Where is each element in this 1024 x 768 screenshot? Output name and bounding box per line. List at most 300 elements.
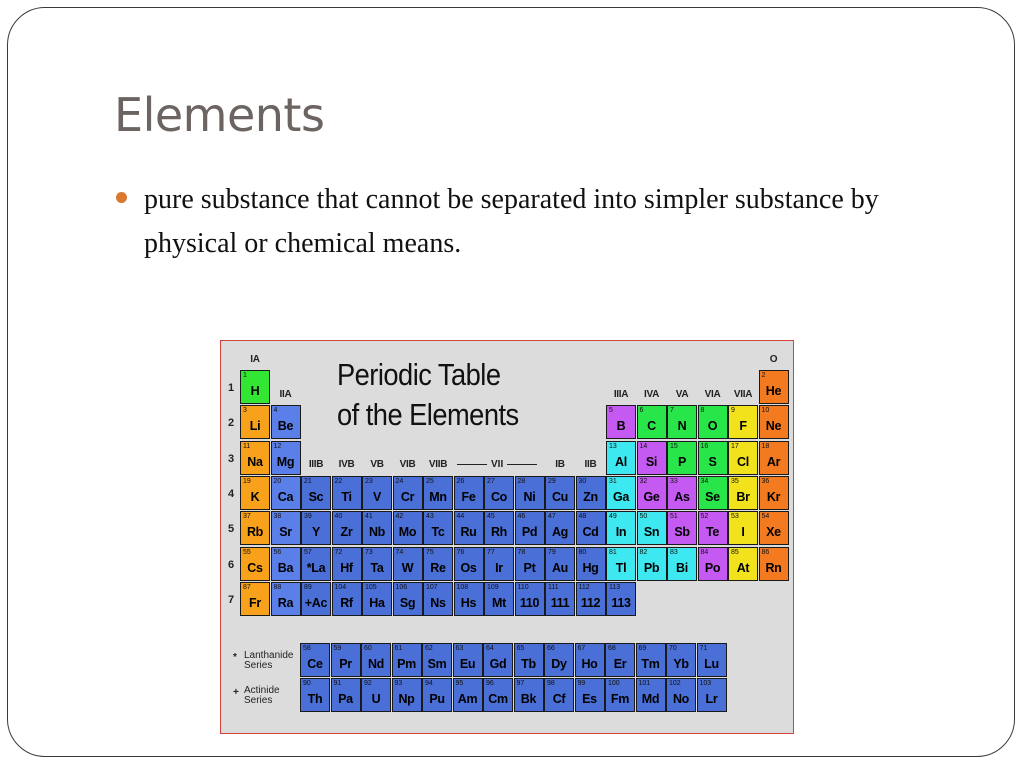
element-symbol: Ba — [277, 560, 294, 575]
element-cell-pt — [515, 547, 545, 581]
element-cell-mn — [423, 476, 453, 510]
element-cell-lu — [697, 643, 727, 677]
series-label-line2: Series — [244, 695, 273, 706]
element-symbol: Po — [704, 560, 721, 575]
element-cell-ca — [271, 476, 301, 510]
element-symbol: Y — [311, 525, 321, 540]
element-symbol: Pd — [521, 525, 538, 540]
atomic-number: 112 — [578, 583, 590, 591]
atomic-number: 73 — [365, 548, 373, 556]
element-symbol: Gd — [489, 657, 507, 671]
atomic-number: 99 — [577, 680, 586, 687]
atomic-number: 41 — [365, 513, 373, 521]
atomic-number: 90 — [303, 680, 311, 687]
element-symbol: Co — [490, 489, 508, 504]
element-symbol: Mg — [276, 454, 295, 469]
group-label: O — [769, 354, 778, 365]
period-label: 2 — [227, 417, 235, 430]
element-cell-se — [698, 476, 728, 510]
atomic-number: 48 — [578, 513, 587, 521]
element-symbol: Es — [582, 692, 597, 706]
element-symbol: Kr — [766, 489, 781, 504]
element-symbol: Ra — [277, 595, 294, 610]
element-cell-n — [667, 405, 697, 439]
element-cell-pu — [422, 678, 452, 712]
atomic-number: 50 — [639, 513, 648, 521]
element-cell-pr — [331, 643, 361, 677]
element-cell-mt — [484, 582, 514, 616]
group-label: IA — [250, 354, 260, 365]
element-symbol: Cs — [247, 560, 263, 575]
element-cell-v — [362, 476, 392, 510]
atomic-number: 79 — [548, 548, 556, 556]
element-symbol: Al — [615, 454, 627, 469]
element-symbol: Rf — [340, 595, 353, 610]
atomic-number: 30 — [578, 477, 587, 485]
element-symbol: Er — [613, 657, 627, 671]
element-cell-li — [240, 405, 270, 439]
element-symbol: Ha — [369, 595, 385, 610]
element-cell-sm — [422, 643, 452, 677]
element-symbol: Yb — [673, 657, 689, 671]
series-label-line1: Lanthanide — [244, 650, 294, 661]
element-symbol: 112 — [580, 595, 601, 610]
element-symbol: Sb — [674, 525, 690, 540]
atomic-number: 87 — [243, 583, 251, 591]
element-symbol: P — [677, 454, 687, 469]
element-cell-fm — [605, 678, 635, 712]
element-cell-ar — [759, 441, 789, 475]
element-cell-na — [240, 441, 270, 475]
element-symbol: Am — [457, 692, 478, 706]
element-symbol: At — [736, 560, 750, 575]
atomic-number: 55 — [243, 548, 251, 556]
group-label: VA — [675, 389, 689, 400]
element-cell-ra — [271, 582, 301, 616]
element-cell-112 — [576, 582, 606, 616]
atomic-number: 65 — [516, 645, 525, 652]
element-cell-u — [361, 678, 391, 712]
element-cell-er — [605, 643, 635, 677]
atomic-number: 69 — [638, 645, 647, 652]
element-symbol: Rn — [765, 560, 782, 575]
element-symbol: Tm — [641, 657, 660, 671]
atomic-number: 36 — [761, 477, 770, 485]
series-mark: + — [233, 687, 239, 698]
element-symbol: Nd — [367, 657, 385, 671]
element-symbol: Tc — [431, 525, 445, 540]
element-cell-bi — [667, 547, 697, 581]
element-cell-pm — [392, 643, 422, 677]
element-symbol: Ca — [277, 489, 294, 504]
element-cell-i — [728, 511, 758, 545]
group-label: VIA — [704, 389, 721, 400]
atomic-number: 19 — [243, 477, 251, 485]
period-label: 1 — [227, 382, 235, 394]
element-cell-cs — [240, 547, 270, 581]
element-cell-la — [301, 547, 331, 581]
element-cell-o — [698, 405, 728, 439]
element-symbol: Rb — [246, 525, 264, 540]
element-symbol: Pa — [338, 692, 353, 706]
element-cell-cm — [483, 678, 513, 712]
element-cell-ru — [454, 511, 484, 545]
atomic-number: 93 — [394, 680, 403, 687]
element-cell-pb — [637, 547, 667, 581]
element-symbol: Cm — [488, 692, 508, 706]
atomic-number: 7 — [670, 407, 674, 415]
element-symbol: Ag — [551, 525, 569, 540]
group-label: IIIB — [308, 459, 324, 470]
atomic-number: 15 — [670, 442, 678, 450]
atomic-number: 88 — [273, 583, 282, 591]
element-symbol: Na — [247, 454, 263, 469]
atomic-number: 103 — [699, 680, 712, 687]
group-label: IIA — [279, 389, 292, 400]
element-symbol: N — [677, 419, 687, 434]
element-symbol: W — [401, 560, 414, 575]
slide-title: Elements — [114, 88, 325, 142]
element-symbol: Nb — [368, 525, 386, 540]
atomic-number: 89 — [304, 583, 312, 591]
element-cell-mo — [393, 511, 423, 545]
group-viii-label — [453, 459, 541, 470]
element-cell-pa — [331, 678, 361, 712]
atomic-number: 67 — [577, 645, 586, 652]
period-label: 6 — [227, 558, 235, 571]
atomic-number: 24 — [395, 477, 404, 485]
element-symbol: Lr — [705, 692, 718, 706]
element-cell-tm — [636, 643, 666, 677]
atomic-number: 33 — [670, 477, 678, 485]
element-symbol: Fe — [461, 489, 476, 504]
element-symbol: Bi — [676, 560, 688, 575]
atomic-number: 14 — [639, 442, 648, 450]
atomic-number: 49 — [609, 513, 617, 521]
element-cell-ti — [332, 476, 362, 510]
element-cell-hg — [576, 547, 606, 581]
atomic-number: 60 — [364, 645, 372, 652]
period-label: 3 — [227, 452, 235, 465]
atomic-number: 97 — [516, 680, 525, 687]
element-symbol: Mt — [492, 595, 506, 610]
element-cell-yb — [666, 643, 696, 677]
element-cell-cu — [545, 476, 575, 510]
element-cell-at — [728, 547, 758, 581]
atomic-number: 76 — [456, 548, 465, 556]
element-symbol: Cu — [551, 489, 569, 504]
element-cell-k — [240, 476, 270, 510]
atomic-number: 78 — [517, 548, 526, 556]
atomic-number: 1 — [243, 372, 247, 379]
element-cell-am — [453, 678, 483, 712]
element-cell-rf — [332, 582, 362, 616]
group-label: IVA — [643, 389, 660, 400]
element-symbol: Dy — [551, 657, 567, 671]
element-symbol: Sm — [427, 657, 447, 671]
element-symbol: Sg — [399, 595, 416, 610]
atomic-number: 9 — [731, 407, 735, 415]
element-symbol: Tb — [521, 657, 536, 671]
atomic-number: 39 — [304, 513, 312, 521]
element-symbol: Bk — [520, 692, 537, 706]
element-cell-md — [636, 678, 666, 712]
element-symbol: Eu — [459, 657, 476, 671]
element-symbol: Zr — [340, 525, 353, 540]
element-cell-c — [637, 405, 667, 439]
atomic-number: 4 — [273, 407, 278, 415]
atomic-number: 68 — [608, 645, 616, 652]
periodic-table-title-line2: of the Elements — [337, 397, 519, 432]
atomic-number: 13 — [609, 442, 617, 450]
element-cell-bk — [514, 678, 544, 712]
atomic-number: 35 — [731, 477, 739, 485]
element-cell-ha — [362, 582, 392, 616]
group-label: IIIA — [613, 389, 629, 400]
element-symbol: As — [674, 489, 690, 504]
atomic-number: 51 — [670, 513, 678, 521]
element-cell-no — [666, 678, 696, 712]
atomic-number: 37 — [243, 513, 251, 521]
element-cell-kr — [759, 476, 789, 510]
element-cell-fr — [240, 582, 270, 616]
atomic-number: 98 — [547, 680, 555, 687]
period-label: 4 — [227, 487, 235, 500]
element-cell-sb — [667, 511, 697, 545]
element-cell-al — [606, 441, 636, 475]
element-cell-as — [667, 476, 697, 510]
element-symbol: Br — [736, 489, 750, 504]
atomic-number: 28 — [517, 477, 526, 485]
element-symbol: Ge — [643, 489, 660, 504]
element-symbol: I — [741, 525, 745, 540]
atomic-number: 25 — [426, 477, 434, 485]
atomic-number: 70 — [669, 645, 677, 652]
element-cell-hs — [454, 582, 484, 616]
element-cell-tl — [606, 547, 636, 581]
element-cell-xe — [759, 511, 789, 545]
element-cell-ho — [575, 643, 605, 677]
atomic-number: 8 — [700, 407, 705, 415]
atomic-number: 45 — [487, 513, 495, 521]
atomic-number: 26 — [456, 477, 465, 485]
atomic-number: 91 — [333, 680, 342, 687]
element-cell-fe — [454, 476, 484, 510]
atomic-number: 3 — [243, 407, 247, 415]
atomic-number: 2 — [761, 372, 766, 379]
element-symbol: Ne — [765, 419, 782, 434]
element-symbol: Li — [249, 419, 261, 434]
element-symbol: Ta — [370, 560, 384, 575]
element-cell-sc — [301, 476, 331, 510]
atomic-number: 42 — [395, 513, 404, 521]
atomic-number: 107 — [426, 583, 438, 591]
element-cell-ge — [637, 476, 667, 510]
element-symbol: Hg — [582, 560, 599, 575]
element-symbol: Ti — [341, 489, 352, 504]
element-cell-in — [606, 511, 636, 545]
element-cell-np — [392, 678, 422, 712]
element-symbol: Mn — [429, 489, 447, 504]
atomic-number: 94 — [425, 680, 433, 687]
element-symbol: H — [250, 384, 260, 398]
element-symbol: C — [647, 419, 656, 434]
atomic-number: 29 — [548, 477, 556, 485]
element-cell-p — [667, 441, 697, 475]
element-cell-ta — [362, 547, 392, 581]
element-symbol: Pr — [339, 657, 352, 671]
atomic-number: 12 — [273, 442, 282, 450]
series-mark: * — [233, 652, 237, 663]
element-cell-po — [698, 547, 728, 581]
element-symbol: Pm — [397, 657, 416, 671]
element-symbol: Ce — [307, 657, 323, 671]
element-symbol: 111 — [550, 595, 570, 610]
atomic-number: 46 — [517, 513, 526, 521]
atomic-number: 75 — [426, 548, 434, 556]
atomic-number: 102 — [669, 680, 681, 687]
element-cell-es — [575, 678, 605, 712]
atomic-number: 54 — [761, 513, 770, 521]
element-symbol: Hs — [460, 595, 477, 610]
element-cell-hf — [332, 547, 362, 581]
atomic-number: 96 — [486, 680, 494, 687]
element-symbol: He — [765, 384, 782, 398]
atomic-number: 101 — [638, 680, 651, 687]
atomic-number: 105 — [365, 583, 377, 591]
atomic-number: 27 — [487, 477, 495, 485]
group-label: VB — [370, 459, 384, 470]
atomic-number: 16 — [700, 442, 709, 450]
element-symbol: Sn — [643, 525, 660, 540]
element-symbol: 113 — [611, 595, 631, 610]
element-symbol: S — [708, 454, 717, 469]
element-symbol: Cd — [582, 525, 599, 540]
element-cell-te — [698, 511, 728, 545]
element-cell-ne — [759, 405, 789, 439]
atomic-number: 72 — [334, 548, 343, 556]
atomic-number: 84 — [700, 548, 709, 556]
element-symbol: *La — [306, 560, 326, 575]
element-cell-tb — [514, 643, 544, 677]
atomic-number: 111 — [548, 583, 559, 591]
element-symbol: Pu — [429, 692, 445, 706]
group-label: IB — [555, 459, 565, 470]
atomic-number: 5 — [609, 407, 613, 415]
atomic-number: 6 — [639, 407, 644, 415]
atomic-number: 17 — [731, 442, 739, 450]
element-cell-rb — [240, 511, 270, 545]
element-symbol: Te — [705, 525, 720, 540]
atomic-number: 10 — [761, 407, 770, 415]
atomic-number: 108 — [456, 583, 469, 591]
atomic-number: 104 — [334, 583, 347, 591]
element-symbol: Mo — [398, 525, 417, 540]
element-symbol: Zn — [583, 489, 598, 504]
element-symbol: Rh — [490, 525, 508, 540]
period-label: 7 — [227, 593, 235, 606]
element-symbol: In — [615, 525, 627, 540]
atomic-number: 11 — [243, 442, 251, 450]
element-cell-os — [454, 547, 484, 581]
atomic-number: 62 — [425, 645, 433, 652]
atomic-number: 92 — [364, 680, 372, 687]
element-symbol: B — [616, 419, 626, 434]
atomic-number: 63 — [455, 645, 464, 652]
element-cell-ce — [300, 643, 330, 677]
atomic-number: 47 — [548, 513, 556, 521]
element-cell-he — [759, 370, 789, 404]
element-symbol: Lu — [704, 657, 719, 671]
element-symbol: O — [707, 419, 718, 434]
element-symbol: Ir — [495, 560, 503, 575]
bullet-dot-icon — [116, 192, 127, 203]
element-cell-ac — [301, 582, 331, 616]
element-symbol: +Ac — [304, 595, 328, 610]
atomic-number: 66 — [547, 645, 555, 652]
element-cell-s — [698, 441, 728, 475]
element-cell-co — [484, 476, 514, 510]
atomic-number: 38 — [273, 513, 282, 521]
element-symbol: Au — [551, 560, 569, 575]
atomic-number: 59 — [333, 645, 342, 652]
element-cell-zr — [332, 511, 362, 545]
element-cell-cd — [576, 511, 606, 545]
element-symbol: Th — [307, 692, 323, 706]
atomic-number: 40 — [334, 513, 343, 521]
atomic-number: 77 — [487, 548, 495, 556]
group-label: IIB — [584, 459, 597, 470]
series-label-line1: Actinide — [244, 685, 280, 696]
element-cell-zn — [576, 476, 606, 510]
element-symbol: K — [250, 489, 260, 504]
group-label: VIIB — [428, 459, 448, 470]
element-cell-cf — [544, 678, 574, 712]
atomic-number: 23 — [365, 477, 373, 485]
element-cell-sn — [637, 511, 667, 545]
element-symbol: Re — [430, 560, 446, 575]
atomic-number: 80 — [578, 548, 587, 556]
atomic-number: 83 — [670, 548, 678, 556]
atomic-number: 58 — [303, 645, 311, 652]
element-symbol: Hf — [340, 560, 353, 575]
element-symbol: 110 — [519, 595, 540, 610]
periodic-table-title-line1: Periodic Table — [337, 357, 501, 392]
atomic-number: 85 — [731, 548, 739, 556]
element-symbol: Be — [277, 419, 294, 434]
element-cell-be — [271, 405, 301, 439]
atomic-number: 43 — [426, 513, 434, 521]
element-symbol: Cr — [400, 489, 415, 504]
atomic-number: 20 — [273, 477, 282, 485]
atomic-number: 95 — [455, 680, 464, 687]
element-cell-cl — [728, 441, 758, 475]
element-symbol: Ns — [430, 595, 446, 610]
element-cell-th — [300, 678, 330, 712]
element-symbol: Cf — [552, 692, 566, 706]
atomic-number: 113 — [609, 583, 621, 591]
element-cell-ns — [423, 582, 453, 616]
element-symbol: V — [372, 489, 382, 504]
element-cell-sg — [393, 582, 423, 616]
element-symbol: Ar — [766, 454, 781, 469]
element-cell-w — [393, 547, 423, 581]
element-symbol: Np — [398, 692, 415, 706]
element-symbol: Sr — [279, 525, 292, 540]
element-cell-sr — [271, 511, 301, 545]
element-symbol: Ho — [581, 657, 598, 671]
element-cell-au — [545, 547, 575, 581]
